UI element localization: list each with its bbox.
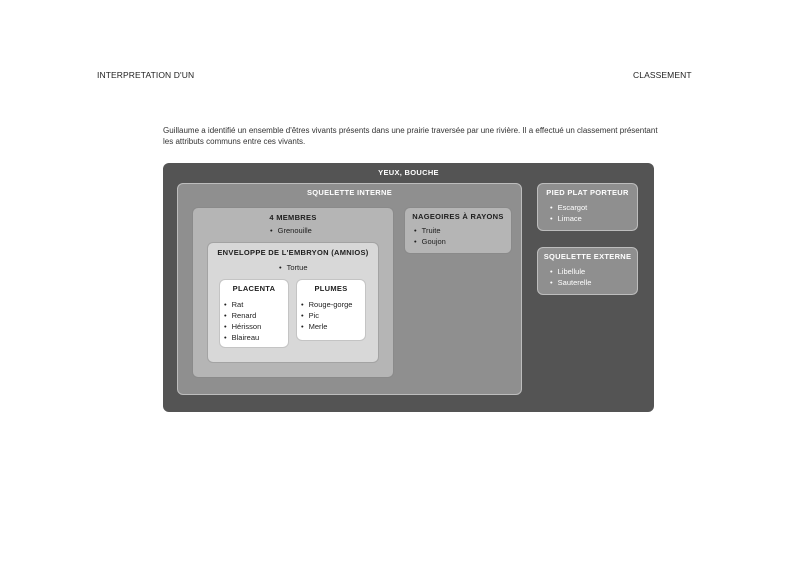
list-item: • Libellule (550, 266, 591, 277)
group-four-limbs-list (270, 225, 312, 236)
group-external-skeleton-list (550, 266, 591, 288)
list-item: • Goujon (414, 236, 446, 247)
group-four-limbs-title: 4 MEMBRES (269, 213, 317, 222)
list-item: • Pic (301, 310, 352, 321)
group-external-skeleton-title: SQUELETTE EXTERNE (543, 252, 632, 261)
list-item: • Hérisson (224, 321, 261, 332)
list-item: • Rouge-gorge (301, 299, 352, 310)
group-eyes-mouth-title: YEUX, BOUCHE (378, 168, 439, 177)
list-item: • Rat (224, 299, 261, 310)
list-item: • Sauterelle (550, 277, 591, 288)
list-item: • Renard (224, 310, 261, 321)
list-item: • Truite (414, 225, 446, 236)
group-ray-fins-title: NAGEOIRES À RAYONS (412, 212, 504, 221)
group-flat-foot (537, 183, 638, 231)
group-feathers-title: PLUMES (314, 284, 348, 293)
list-item: • Limace (550, 213, 587, 224)
group-placenta-title: PLACENTA (232, 284, 276, 293)
group-flat-foot-list (550, 202, 587, 224)
list-item: • Grenouille (270, 225, 312, 236)
list-item: • Escargot (550, 202, 587, 213)
list-item: • Blaireau (224, 332, 261, 343)
group-placenta (219, 279, 289, 348)
group-ray-fins-list (414, 225, 446, 247)
group-feathers-list (301, 299, 352, 332)
list-item: • Merle (301, 321, 352, 332)
group-flat-foot-title: PIED PLAT PORTEUR (546, 188, 629, 197)
group-amnios-list (279, 262, 308, 273)
group-placenta-list (224, 299, 261, 343)
group-amnios-title: ENVELOPPE DE L'EMBRYON (AMNIOS) (217, 248, 369, 257)
group-feathers (296, 279, 366, 341)
header-right: CLASSEMENT (633, 70, 692, 80)
group-external-skeleton (537, 247, 638, 295)
list-item: • Tortue (279, 262, 308, 273)
group-ray-fins (404, 207, 512, 254)
group-internal-skeleton-title: SQUELETTE INTERNE (306, 188, 393, 197)
intro-text: Guillaume a identifié un ensemble d'êtres vivants présents dans une prairie traversée par une rivière. Il a effectué un classement présentant les attributs communs entre ces vivants. (163, 126, 658, 146)
header-left: INTERPRETATION D'UN (97, 70, 195, 80)
